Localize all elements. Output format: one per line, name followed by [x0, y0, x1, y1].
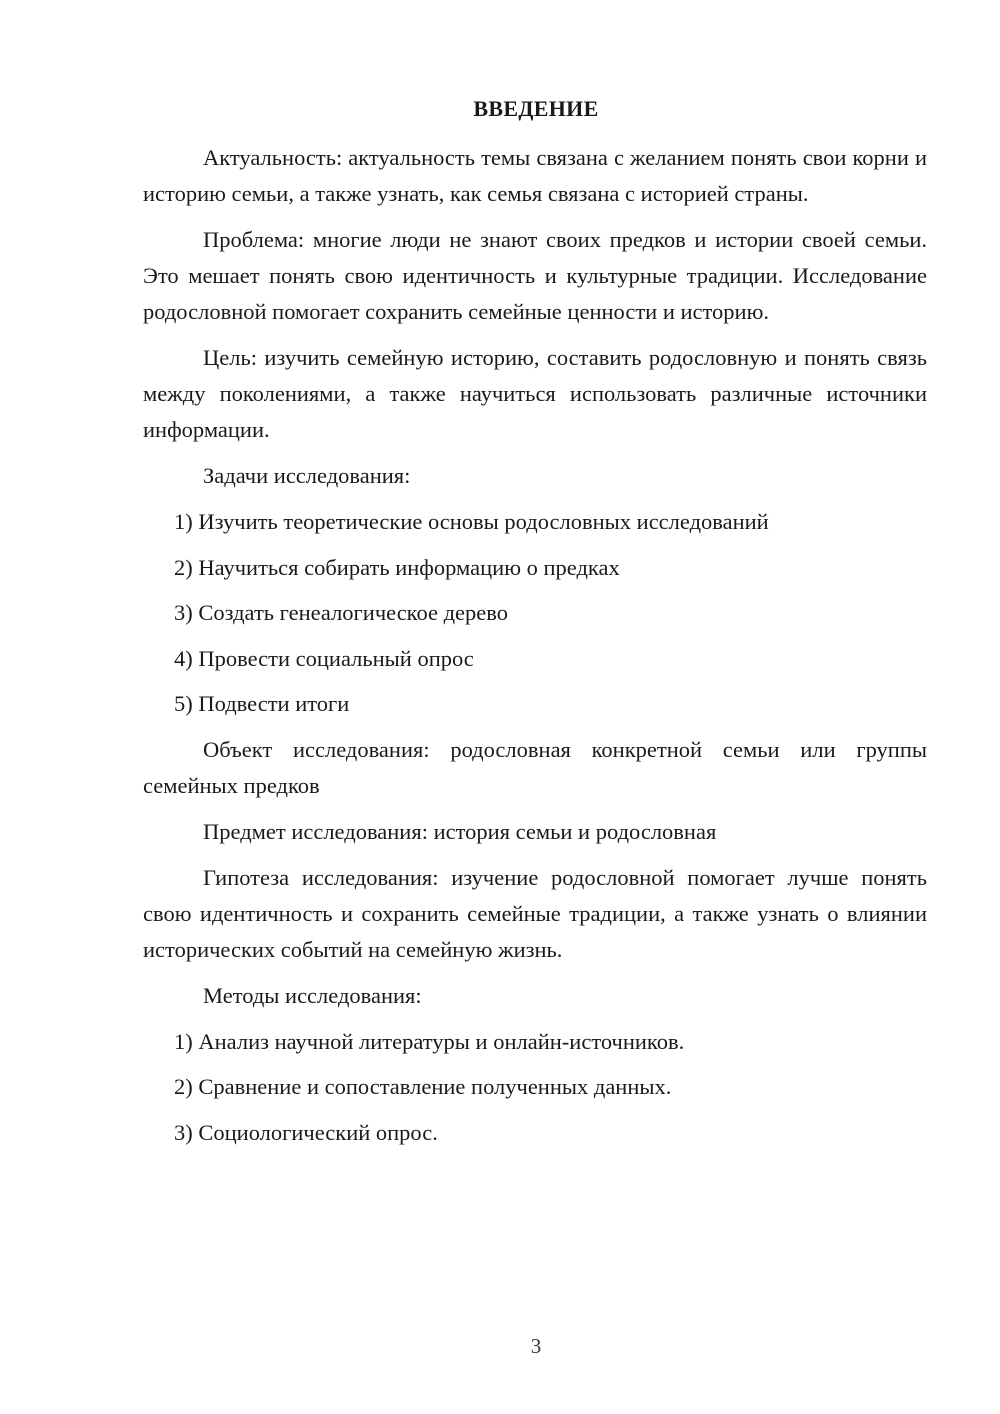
page-title: ВВЕДЕНИЕ	[473, 96, 599, 121]
page-number: 3	[530, 1334, 542, 1358]
relevance-paragraph: Актуальность: актуальность темы связана с желанием понять свои корни и историю семьи, а также узнать, как семья связана с историей страны.	[143, 145, 927, 206]
goal-paragraph: Цель: изучить семейную историю, составить родословную и понять связь между поколениями, а также научиться использовать различные источники информации.	[143, 345, 927, 442]
methods-list	[143, 1024, 927, 1151]
hypothesis-paragraph: Гипотеза исследования: изучение родословной помогает лучше понять свою идентичность и сохранить семейные традиции, а также узнать о влиянии исторических событий на семейную жизнь.	[143, 864, 927, 962]
object-paragraph: Объект исследования: родословная конкретной семьи или группы семейных предков	[143, 736, 927, 798]
tasks-heading: Задачи исследования:	[203, 463, 411, 488]
task-item: 4) Провести социальный опрос	[174, 645, 474, 671]
task-item: 5) Подвести итоги	[174, 691, 350, 716]
task-item: 3) Создать генеалогическое дерево	[174, 600, 508, 625]
method-item: 3) Социологический опрос.	[174, 1119, 438, 1145]
document-body	[143, 140, 927, 1160]
problem-paragraph: Проблема: многие люди не знают своих предков и истории своей семьи. Это мешает понять свою идентичность и культурные традиции. Исследование родословной помогает сохранить семейные ценности и историю.	[143, 227, 927, 324]
task-item: 1) Изучить теоретические основы родословных исследований	[174, 509, 769, 534]
methods-heading: Методы исследования:	[203, 982, 422, 1008]
subject-paragraph: Предмет исследования: история семьи и родословная	[203, 818, 717, 844]
tasks-list	[143, 504, 927, 722]
method-item: 1) Анализ научной литературы и онлайн-источников.	[174, 1028, 685, 1054]
task-item: 2) Научиться собирать информацию о предках	[174, 554, 620, 580]
method-item: 2) Сравнение и сопоставление полученных данных.	[174, 1074, 672, 1099]
